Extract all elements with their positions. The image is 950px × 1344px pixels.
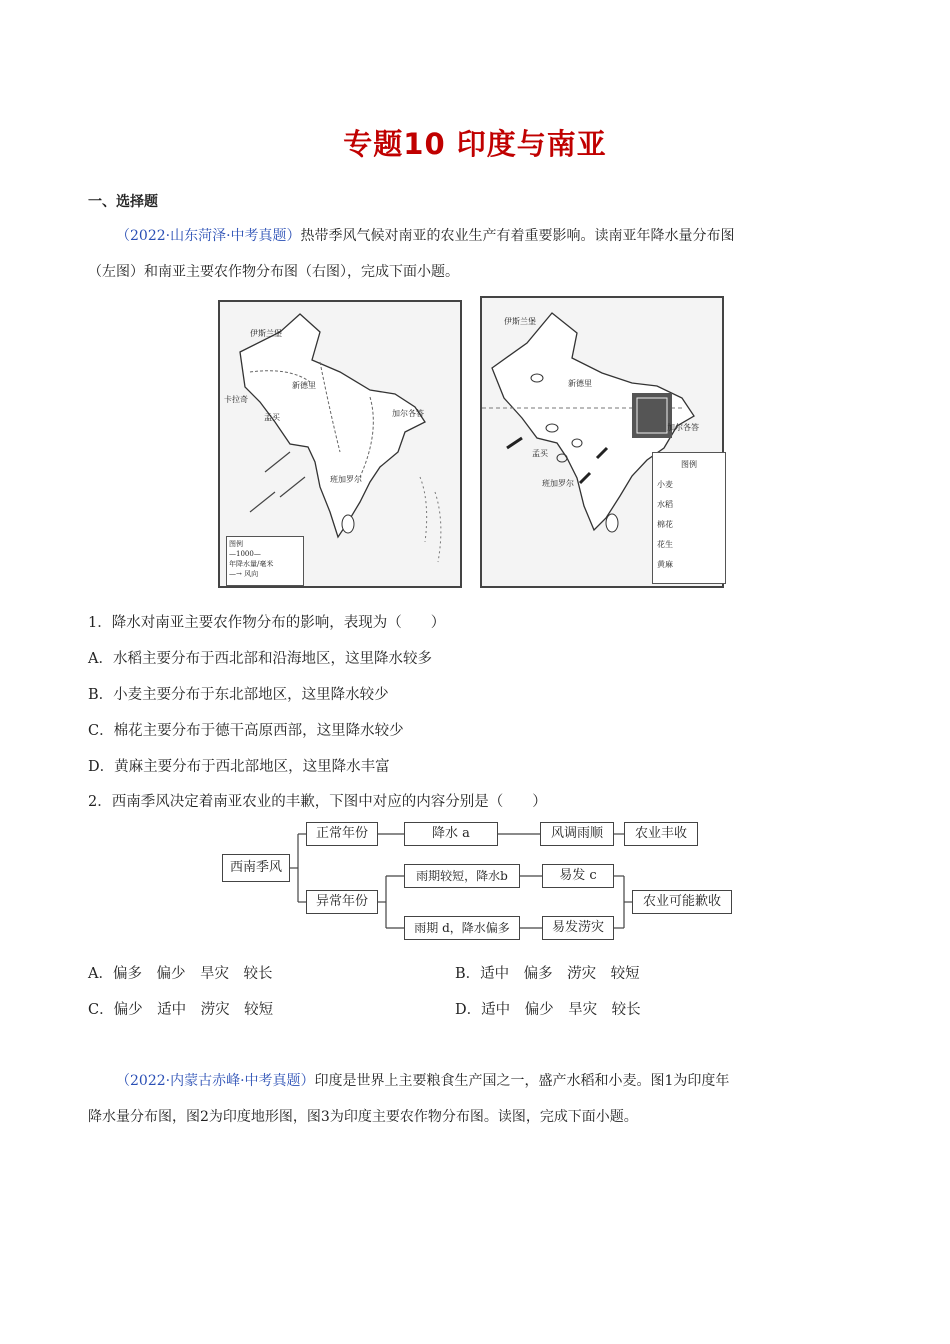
intro-line: 印度是世界上主要粮食生产国之一，盛产水稻和小麦。图1为印度年 — [314, 1073, 730, 1089]
legend-item: 小麦 — [657, 480, 673, 489]
crop-map — [480, 296, 724, 588]
flow-node-flood: 易发涝灾 — [542, 916, 614, 940]
map-place-label: 班加罗尔 — [330, 475, 362, 484]
q2-option-d[interactable]: D．适中 偏少 旱灾 较长 — [455, 1002, 641, 1018]
flow-node-harvest: 农业丰收 — [624, 822, 698, 846]
flow-node-root: 西南季风 — [222, 854, 290, 882]
q1-option-d[interactable]: D．黄麻主要分布于西北部地区，这里降水丰富 — [88, 759, 390, 775]
legend-item: —→ 风向 — [229, 570, 259, 578]
legend-item: 花生 — [657, 540, 673, 549]
flow-node-abnormal: 异常年份 — [306, 890, 378, 914]
flow-node-normal: 正常年份 — [306, 822, 378, 846]
map-place-label: 伊斯兰堡 — [504, 317, 536, 326]
monsoon-flowchart — [218, 818, 738, 944]
question-1-stem: 1．降水对南亚主要农作物分布的影响，表现为（ ） — [88, 615, 446, 631]
intro-paragraph-2 — [88, 1063, 868, 1135]
legend-item: 黄麻 — [657, 560, 673, 569]
page-title: 专题10 印度与南亚 — [343, 127, 607, 161]
legend-item: —1000— — [229, 550, 261, 558]
section-heading: 一、选择题 — [88, 194, 158, 210]
q1-option-b[interactable]: B．小麦主要分布于东北部地区，这里降水较少 — [88, 687, 389, 703]
legend-item: 年降水量/毫米 — [229, 560, 274, 568]
flow-node-drought: 易发 c — [542, 864, 614, 888]
map-place-label: 新德里 — [292, 381, 316, 390]
q2-option-a[interactable]: A．偏多 偏少 旱灾 较长 — [88, 966, 273, 982]
rainfall-map — [218, 300, 462, 588]
q1-option-a[interactable]: A．水稻主要分布于西北部和沿海地区，这里降水较多 — [88, 651, 432, 667]
crop-map-legend — [652, 452, 726, 584]
map-place-label: 孟买 — [532, 449, 548, 458]
map-place-label: 新德里 — [568, 379, 592, 388]
question-2-stem: 2．西南季风决定着南亚农业的丰歉，下图中对应的内容分别是（ ） — [88, 794, 547, 810]
q1-option-c[interactable]: C．棉花主要分布于德干高原西部，这里降水较少 — [88, 723, 404, 739]
map-place-label: 加尔各答 — [392, 409, 424, 418]
flow-node-rain-a: 降水 a — [404, 822, 498, 846]
map-place-label: 卡拉奇 — [224, 395, 248, 404]
legend-title: 图例 — [681, 460, 697, 469]
map-place-label: 孟买 — [264, 413, 280, 422]
flow-node-long: 雨期 d，降水偏多 — [404, 916, 520, 940]
map-place-label: 加尔各答 — [667, 423, 699, 432]
flow-node-short: 雨期较短，降水b — [404, 864, 520, 888]
intro-line: 热带季风气候对南亚的农业生产有着重要影响。读南亚年降水量分布图 — [300, 228, 735, 244]
legend-title: 图例 — [229, 540, 243, 548]
source-tag: （2022·山东菏泽·中考真题） — [116, 228, 301, 244]
intro-line: （左图）和南亚主要农作物分布图（右图），完成下面小题。 — [88, 264, 459, 280]
map-place-label: 班加罗尔 — [542, 479, 574, 488]
intro-paragraph-1 — [88, 218, 868, 290]
flow-node-fail: 农业可能歉收 — [632, 890, 732, 914]
legend-item: 水稻 — [657, 500, 673, 509]
map-place-label: 伊斯兰堡 — [250, 329, 282, 338]
intro-line: 降水量分布图，图2为印度地形图，图3为印度主要农作物分布图。读图，完成下面小题。 — [88, 1109, 638, 1125]
q2-option-c[interactable]: C．偏少 适中 涝灾 较短 — [88, 1002, 274, 1018]
flow-node-smooth: 风调雨顺 — [540, 822, 614, 846]
rainfall-map-legend — [226, 536, 304, 586]
q2-option-b[interactable]: B．适中 偏多 涝灾 较短 — [455, 966, 640, 982]
legend-item: 棉花 — [657, 520, 673, 529]
source-tag: （2022·内蒙古赤峰·中考真题） — [116, 1073, 315, 1089]
